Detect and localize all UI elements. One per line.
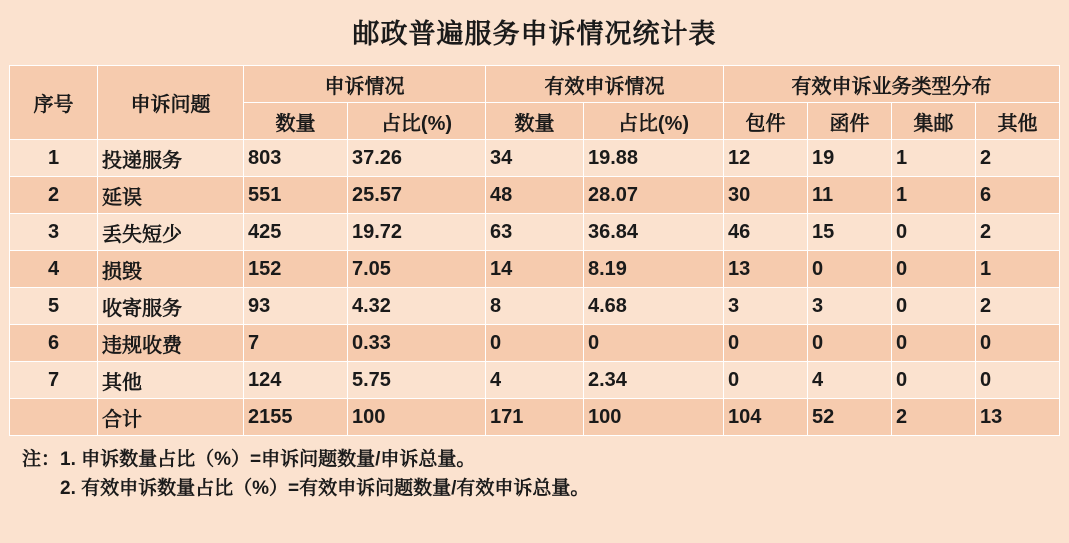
cell-serial: 5 xyxy=(10,288,98,325)
cell-valid-ratio: 19.88 xyxy=(584,140,724,177)
table-row xyxy=(10,140,1060,177)
cell-valid-count: 48 xyxy=(486,177,584,214)
cell-valid-ratio: 28.07 xyxy=(584,177,724,214)
table-row xyxy=(10,177,1060,214)
cell-other: 1 xyxy=(976,251,1060,288)
cell-valid-ratio: 8.19 xyxy=(584,251,724,288)
cell-valid-ratio: 100 xyxy=(584,399,724,436)
table-total-row xyxy=(10,399,1060,436)
cell-problem: 收寄服务 xyxy=(98,288,244,325)
header-complaint-situation: 申诉情况 xyxy=(244,66,486,103)
table-header xyxy=(10,66,1060,140)
cell-letter: 0 xyxy=(808,325,892,362)
cell-valid-ratio: 0 xyxy=(584,325,724,362)
cell-serial: 4 xyxy=(10,251,98,288)
complaints-statistics-table xyxy=(9,65,1060,436)
cell-valid-ratio: 36.84 xyxy=(584,214,724,251)
cell-serial: 6 xyxy=(10,325,98,362)
footnote-line-2: 2. 有效申诉数量占比（%）=有效申诉问题数量/有效申诉总量。 xyxy=(60,478,590,500)
cell-problem: 延误 xyxy=(98,177,244,214)
cell-letter: 19 xyxy=(808,140,892,177)
cell-valid-count: 8 xyxy=(486,288,584,325)
cell-ratio: 7.05 xyxy=(348,251,486,288)
cell-ratio: 37.26 xyxy=(348,140,486,177)
cell-valid-count: 14 xyxy=(486,251,584,288)
header-valid-complaint-situation: 有效申诉情况 xyxy=(486,66,724,103)
cell-problem: 其他 xyxy=(98,362,244,399)
cell-philately: 0 xyxy=(892,288,976,325)
table-row xyxy=(10,325,1060,362)
cell-philately: 0 xyxy=(892,362,976,399)
cell-valid-count: 0 xyxy=(486,325,584,362)
cell-count: 93 xyxy=(244,288,348,325)
cell-other: 0 xyxy=(976,325,1060,362)
cell-count: 152 xyxy=(244,251,348,288)
cell-serial: 1 xyxy=(10,140,98,177)
table-header-group-row xyxy=(10,66,1060,103)
cell-other: 6 xyxy=(976,177,1060,214)
cell-parcel: 104 xyxy=(724,399,808,436)
cell-other: 2 xyxy=(976,288,1060,325)
table-row xyxy=(10,214,1060,251)
cell-ratio: 100 xyxy=(348,399,486,436)
cell-philately: 2 xyxy=(892,399,976,436)
cell-philately: 0 xyxy=(892,214,976,251)
cell-other: 13 xyxy=(976,399,1060,436)
cell-ratio: 0.33 xyxy=(348,325,486,362)
cell-philately: 0 xyxy=(892,325,976,362)
cell-serial: 7 xyxy=(10,362,98,399)
cell-problem: 违规收费 xyxy=(98,325,244,362)
cell-letter: 0 xyxy=(808,251,892,288)
cell-count: 7 xyxy=(244,325,348,362)
header-serial-number: 序号 xyxy=(10,66,98,140)
cell-valid-count: 171 xyxy=(486,399,584,436)
table-row xyxy=(10,288,1060,325)
cell-parcel: 46 xyxy=(724,214,808,251)
cell-philately: 1 xyxy=(892,140,976,177)
subheader-valid-count: 数量 xyxy=(486,103,584,140)
cell-serial xyxy=(10,399,98,436)
subheader-philately: 集邮 xyxy=(892,103,976,140)
subheader-count: 数量 xyxy=(244,103,348,140)
cell-other: 2 xyxy=(976,140,1060,177)
subheader-parcel: 包件 xyxy=(724,103,808,140)
cell-count: 425 xyxy=(244,214,348,251)
cell-ratio: 25.57 xyxy=(348,177,486,214)
cell-ratio: 19.72 xyxy=(348,214,486,251)
cell-count: 803 xyxy=(244,140,348,177)
table-body xyxy=(10,140,1060,436)
cell-valid-count: 63 xyxy=(486,214,584,251)
cell-total-label: 合计 xyxy=(98,399,244,436)
cell-valid-ratio: 4.68 xyxy=(584,288,724,325)
page-title: 邮政普遍服务申诉情况统计表 xyxy=(352,19,717,49)
table-row xyxy=(10,362,1060,399)
header-valid-complaint-business-type: 有效申诉业务类型分布 xyxy=(724,66,1060,103)
subheader-other: 其他 xyxy=(976,103,1060,140)
cell-valid-count: 4 xyxy=(486,362,584,399)
subheader-ratio: 占比(%) xyxy=(348,103,486,140)
cell-letter: 11 xyxy=(808,177,892,214)
cell-valid-ratio: 2.34 xyxy=(584,362,724,399)
cell-problem: 投递服务 xyxy=(98,140,244,177)
cell-valid-count: 34 xyxy=(486,140,584,177)
cell-parcel: 12 xyxy=(724,140,808,177)
cell-count: 551 xyxy=(244,177,348,214)
subheader-valid-ratio: 占比(%) xyxy=(584,103,724,140)
cell-letter: 15 xyxy=(808,214,892,251)
cell-ratio: 5.75 xyxy=(348,362,486,399)
footnotes xyxy=(0,445,1069,504)
cell-problem: 丢失短少 xyxy=(98,214,244,251)
cell-philately: 0 xyxy=(892,251,976,288)
cell-parcel: 3 xyxy=(724,288,808,325)
cell-count: 124 xyxy=(244,362,348,399)
cell-ratio: 4.32 xyxy=(348,288,486,325)
cell-letter: 3 xyxy=(808,288,892,325)
cell-parcel: 30 xyxy=(724,177,808,214)
cell-other: 2 xyxy=(976,214,1060,251)
footnote-line-1: 注：1. 申诉数量占比（%）=申诉问题数量/申诉总量。 xyxy=(22,449,476,470)
cell-serial: 2 xyxy=(10,177,98,214)
cell-philately: 1 xyxy=(892,177,976,214)
subheader-letter: 函件 xyxy=(808,103,892,140)
cell-serial: 3 xyxy=(10,214,98,251)
header-complaint-problem: 申诉问题 xyxy=(98,66,244,140)
cell-other: 0 xyxy=(976,362,1060,399)
table-row xyxy=(10,251,1060,288)
cell-parcel: 13 xyxy=(724,251,808,288)
cell-problem: 损毁 xyxy=(98,251,244,288)
cell-parcel: 0 xyxy=(724,325,808,362)
cell-count: 2155 xyxy=(244,399,348,436)
cell-letter: 52 xyxy=(808,399,892,436)
cell-parcel: 0 xyxy=(724,362,808,399)
cell-letter: 4 xyxy=(808,362,892,399)
